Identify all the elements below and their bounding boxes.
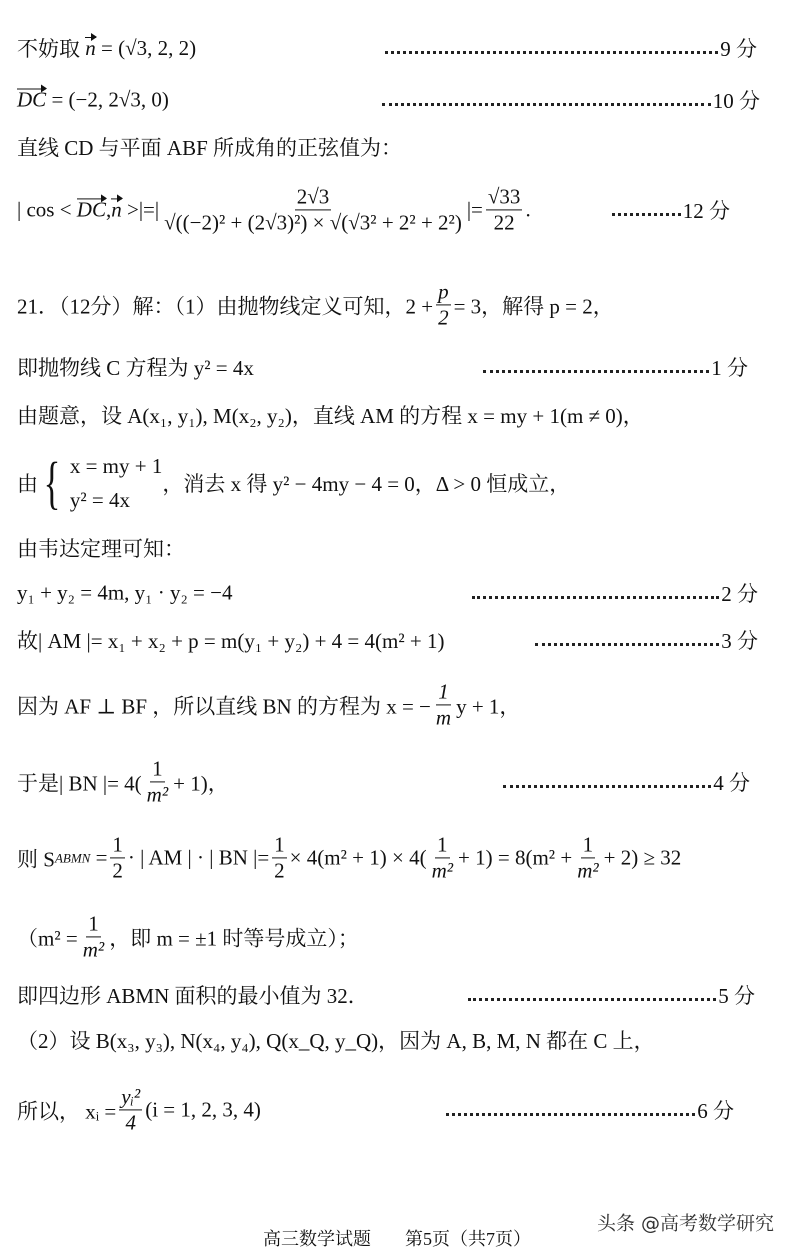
text: = <box>95 845 108 870</box>
line-8-system <box>17 449 570 517</box>
text: · | AM | · | BN |= <box>127 845 270 870</box>
score-label: 3 分 <box>721 629 758 653</box>
text: = 3，解得 p = 2， <box>453 294 614 318</box>
line-9: 由韦达定理可知： <box>17 537 185 561</box>
score-5 <box>468 980 755 1010</box>
line-14-area <box>17 833 681 882</box>
numerator: 1 <box>436 680 451 705</box>
vector-dc: DC <box>76 197 106 222</box>
vector-n: n <box>111 197 122 222</box>
text: 因为 AF ⊥ BF ，所以直线 BN 的方程为 x = − <box>17 694 431 718</box>
score-12 <box>612 195 730 225</box>
text: 则 S <box>17 847 55 871</box>
score-1 <box>483 352 748 382</box>
denominator: 22 <box>493 210 515 235</box>
denominator: 2 <box>274 858 285 883</box>
score-label: 9 分 <box>720 37 757 61</box>
watermark: 头条 @高考数学研究 <box>597 1212 775 1235</box>
fraction <box>145 757 170 806</box>
numerator: 2√3 <box>295 185 332 210</box>
vector-dc: DC <box>17 87 47 112</box>
fraction <box>119 1085 142 1134</box>
line-11: 故| AM |= x₁ + x₂ + p = m(y₁ + y₂) + 4 = 4(m² + 1) <box>17 629 445 653</box>
line-7: 由题意，设 A(x₁, y₁), M(x₂, y₂)，直线 AM 的方程 x = my + 1(m ≠ 0)， <box>17 404 644 428</box>
line-2 <box>17 88 169 113</box>
denominator: m² <box>146 782 169 807</box>
equation: y² = 4x <box>69 488 130 512</box>
fraction <box>272 833 287 882</box>
equation-system <box>70 449 163 517</box>
score-label: 12 分 <box>682 199 730 223</box>
text: 于是| BN |= 4( <box>17 771 142 795</box>
brace-icon: { <box>43 450 61 515</box>
numerator: 1 <box>110 833 125 858</box>
footer-title: 高三数学试题 <box>263 1229 371 1249</box>
line-12 <box>17 680 520 729</box>
score-4 <box>503 767 750 797</box>
score-6 <box>446 1095 734 1125</box>
fraction <box>486 185 523 234</box>
text: (i = 1, 2, 3, 4) <box>145 1097 261 1122</box>
text: × 4(m² + 1) × 4( <box>289 845 427 870</box>
text: + 1) = 8(m² + <box>458 845 573 870</box>
text: |= <box>466 197 483 222</box>
score-9 <box>385 33 757 63</box>
line-15 <box>17 912 359 961</box>
denominator: m² <box>577 858 599 883</box>
subscript: ABMN <box>54 850 91 865</box>
line-18 <box>17 1085 261 1134</box>
line-1 <box>17 33 196 63</box>
score-label: 2 分 <box>721 582 758 606</box>
score-2 <box>472 578 758 608</box>
fraction <box>436 280 451 329</box>
numerator: 1 <box>272 833 287 858</box>
footer-page: 第5页（共7页） <box>405 1229 531 1249</box>
denominator: m² <box>82 937 105 962</box>
line-17: （2）设 B(x₃, y₃), N(x₄, y₄), Q(x_Q, y_Q)，因为 A, B, M, N 都在 C 上， <box>17 1029 655 1053</box>
fraction <box>162 185 464 234</box>
numerator: 1 <box>150 757 165 782</box>
score-label: 4 分 <box>713 771 750 795</box>
score-label: 1 分 <box>711 356 748 380</box>
line-13 <box>17 757 229 806</box>
line-6: 即抛物线 C 方程为 y² = 4x <box>17 356 254 380</box>
equation: = (−2, 2√3, 0) <box>51 87 169 112</box>
denominator: 2 <box>112 858 123 883</box>
score-3 <box>535 625 758 655</box>
line-10: y₁ + y₂ = 4m, y₁ · y₂ = −4 <box>17 580 233 605</box>
score-label: 6 分 <box>697 1099 734 1123</box>
line-5 <box>17 280 614 329</box>
text: | cos < <box>17 197 72 222</box>
numerator: 1 <box>86 912 101 937</box>
text: >|=| <box>126 197 160 222</box>
text: + 1)， <box>173 771 229 795</box>
numerator: 1 <box>581 833 596 858</box>
fraction <box>434 680 453 729</box>
line-16: 即四边形 ABMN 面积的最小值为 32． <box>17 984 369 1008</box>
numerator: √33 <box>486 185 523 210</box>
text: + 2) ≥ 32 <box>603 845 682 870</box>
denominator: 4 <box>125 1110 136 1135</box>
line-3: 直线 CD 与平面 ABF 所成角的正弦值为： <box>17 136 403 160</box>
denominator: m <box>435 705 452 730</box>
numerator: p <box>436 280 451 305</box>
denominator: √((−2)² + (2√3)²) × √(√3² + 2² + 2²) <box>164 210 462 235</box>
score-10 <box>382 85 760 115</box>
fraction <box>81 912 106 961</box>
score-label: 5 分 <box>718 984 755 1008</box>
text: . <box>525 197 531 222</box>
fraction <box>575 833 600 882</box>
equation: x = my + 1 <box>69 454 163 478</box>
text: 不妨取 <box>17 37 80 61</box>
equation: = (√3, 2, 2) <box>101 35 197 60</box>
text: 由 <box>17 472 38 496</box>
fraction <box>110 833 125 882</box>
denominator: 2 <box>438 305 449 330</box>
numerator: yᵢ² <box>119 1085 142 1110</box>
text: 21．（12分）解：（1）由抛物线定义可知，2 + <box>17 294 434 318</box>
fraction <box>430 833 455 882</box>
vector-n: n <box>85 35 96 60</box>
text: 所以， xᵢ = <box>17 1099 117 1123</box>
text: y + 1， <box>456 694 521 718</box>
numerator: 1 <box>435 833 450 858</box>
text: （m² = <box>17 926 78 950</box>
text: ，即 m = ±1 时等号成立）； <box>109 926 359 950</box>
denominator: m² <box>431 858 454 883</box>
text: , <box>105 197 112 222</box>
line-4-cosine <box>17 185 531 234</box>
text: ，消去 x 得 y² − 4my − 4 = 0，Δ > 0 恒成立， <box>162 472 571 496</box>
score-label: 10 分 <box>712 89 760 113</box>
